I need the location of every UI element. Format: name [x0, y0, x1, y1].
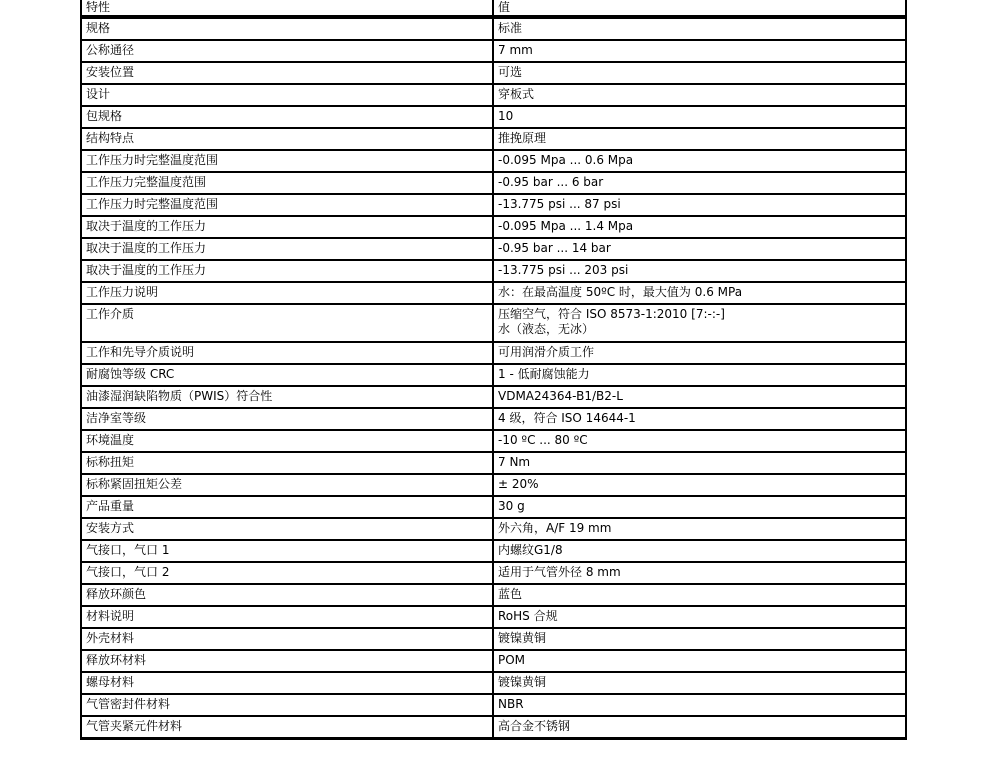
table-row: [81, 672, 906, 694]
column-header-property: 特性: [81, 0, 493, 17]
value-cell: 推挽原理: [493, 128, 906, 150]
value-cell: 压缩空气，符合 ISO 8573-1:2010 [7:-:-] 水（液态，无冰）: [493, 304, 906, 342]
value-cell: VDMA24364-B1/B2-L: [493, 386, 906, 408]
property-cell: 油漆湿润缺陷物质（PWIS）符合性: [81, 386, 493, 408]
value-cell: 内螺纹G1/8: [493, 540, 906, 562]
table-row: [81, 17, 906, 40]
column-header-value: 值: [493, 0, 906, 17]
table-row: [81, 304, 906, 342]
value-cell: -13.775 psi ... 87 psi: [493, 194, 906, 216]
table-row: [81, 606, 906, 628]
value-cell: -0.95 bar ... 14 bar: [493, 238, 906, 260]
table-row: [81, 584, 906, 606]
value-cell: 可用润滑介质工作: [493, 342, 906, 364]
property-cell: 工作压力说明: [81, 282, 493, 304]
table-row: [81, 282, 906, 304]
property-cell: 标称紧固扭矩公差: [81, 474, 493, 496]
spec-table: [80, 0, 907, 740]
value-cell: -13.775 psi ... 203 psi: [493, 260, 906, 282]
value-cell: 镀镍黄铜: [493, 628, 906, 650]
table-row: [81, 194, 906, 216]
table-row: [81, 40, 906, 62]
property-cell: 外壳材料: [81, 628, 493, 650]
property-cell: 工作压力完整温度范围: [81, 172, 493, 194]
value-cell: 外六角，A/F 19 mm: [493, 518, 906, 540]
table-row: [81, 518, 906, 540]
table-row: [81, 260, 906, 282]
table-header-row: [81, 0, 906, 17]
property-cell: 结构特点: [81, 128, 493, 150]
table-row: [81, 216, 906, 238]
table-row: [81, 496, 906, 518]
property-cell: 工作压力时完整温度范围: [81, 194, 493, 216]
value-cell: 蓝色: [493, 584, 906, 606]
value-cell: -0.95 bar ... 6 bar: [493, 172, 906, 194]
table-row: [81, 716, 906, 739]
value-cell: 镀镍黄铜: [493, 672, 906, 694]
spec-table-body: [81, 17, 906, 739]
property-cell: 设计: [81, 84, 493, 106]
property-cell: 螺母材料: [81, 672, 493, 694]
value-cell: POM: [493, 650, 906, 672]
property-cell: 公称通径: [81, 40, 493, 62]
value-cell: 穿板式: [493, 84, 906, 106]
table-row: [81, 238, 906, 260]
value-cell: -0.095 Mpa ... 1.4 Mpa: [493, 216, 906, 238]
table-row: [81, 84, 906, 106]
property-cell: 材料说明: [81, 606, 493, 628]
property-cell: 气接口，气口 1: [81, 540, 493, 562]
property-cell: 取决于温度的工作压力: [81, 260, 493, 282]
table-row: [81, 452, 906, 474]
property-cell: 释放环颜色: [81, 584, 493, 606]
property-cell: 环境温度: [81, 430, 493, 452]
table-row: [81, 172, 906, 194]
value-cell: ± 20%: [493, 474, 906, 496]
property-cell: 气管夹紧元件材料: [81, 716, 493, 739]
table-row: [81, 562, 906, 584]
table-row: [81, 408, 906, 430]
value-cell: 30 g: [493, 496, 906, 518]
property-cell: 工作介质: [81, 304, 493, 342]
property-cell: 工作和先导介质说明: [81, 342, 493, 364]
property-cell: 包规格: [81, 106, 493, 128]
table-row: [81, 62, 906, 84]
table-row: [81, 540, 906, 562]
value-cell: 适用于气管外径 8 mm: [493, 562, 906, 584]
property-cell: 取决于温度的工作压力: [81, 238, 493, 260]
table-row: [81, 474, 906, 496]
table-row: [81, 694, 906, 716]
table-row: [81, 650, 906, 672]
property-cell: 工作压力时完整温度范围: [81, 150, 493, 172]
value-cell: 1 - 低耐腐蚀能力: [493, 364, 906, 386]
value-cell: -10 ºC ... 80 ºC: [493, 430, 906, 452]
value-cell: 7 Nm: [493, 452, 906, 474]
property-cell: 产品重量: [81, 496, 493, 518]
property-cell: 取决于温度的工作压力: [81, 216, 493, 238]
value-cell: -0.095 Mpa ... 0.6 Mpa: [493, 150, 906, 172]
value-cell: 水：在最高温度 50ºC 时，最大值为 0.6 MPa: [493, 282, 906, 304]
property-cell: 标称扭矩: [81, 452, 493, 474]
property-cell: 安装方式: [81, 518, 493, 540]
table-row: [81, 364, 906, 386]
value-cell: 7 mm: [493, 40, 906, 62]
table-row: [81, 386, 906, 408]
table-row: [81, 128, 906, 150]
value-cell: 标准: [493, 17, 906, 40]
table-row: [81, 106, 906, 128]
value-cell: RoHS 合规: [493, 606, 906, 628]
value-cell: 4 级，符合 ISO 14644-1: [493, 408, 906, 430]
property-cell: 规格: [81, 17, 493, 40]
value-cell: NBR: [493, 694, 906, 716]
table-row: [81, 342, 906, 364]
value-cell: 高合金不锈钢: [493, 716, 906, 739]
value-cell: 可选: [493, 62, 906, 84]
property-cell: 气管密封件材料: [81, 694, 493, 716]
value-cell: 10: [493, 106, 906, 128]
table-row: [81, 430, 906, 452]
property-cell: 释放环材料: [81, 650, 493, 672]
table-row: [81, 150, 906, 172]
property-cell: 气接口，气口 2: [81, 562, 493, 584]
property-cell: 耐腐蚀等级 CRC: [81, 364, 493, 386]
table-row: [81, 628, 906, 650]
property-cell: 安装位置: [81, 62, 493, 84]
property-cell: 洁净室等级: [81, 408, 493, 430]
